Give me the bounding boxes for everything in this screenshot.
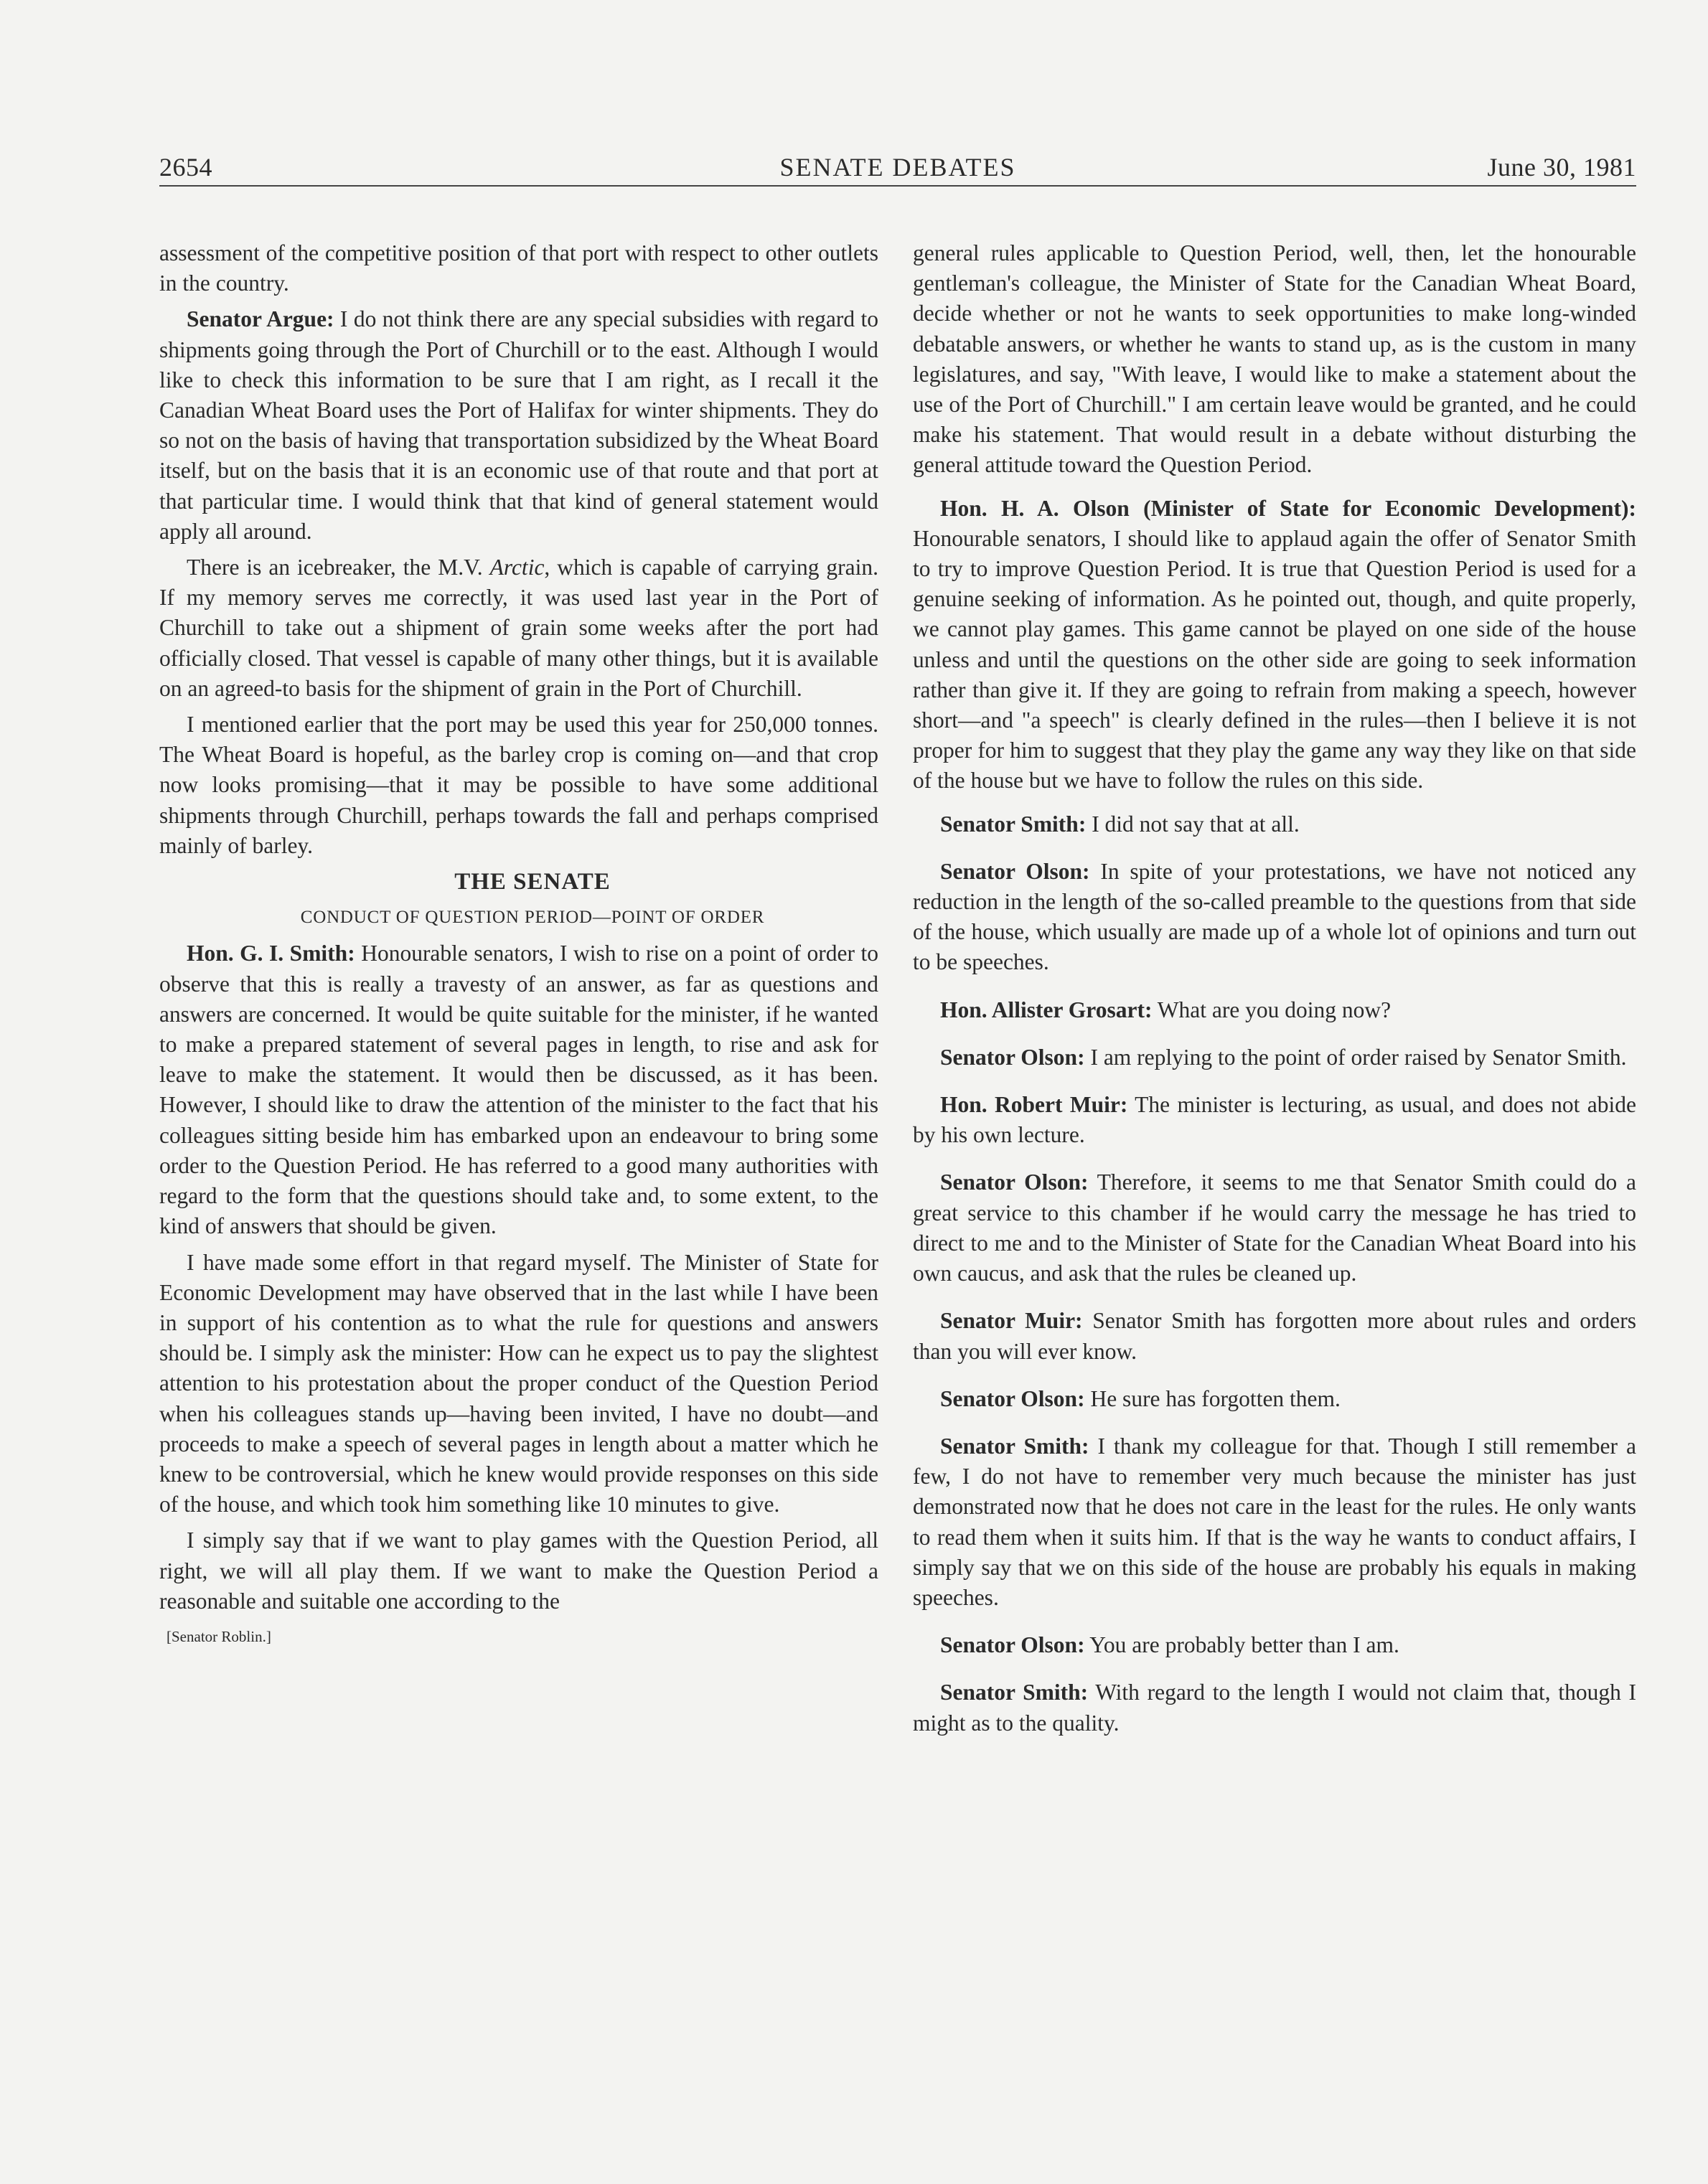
- speech-text: He sure has forgotten them.: [1084, 1385, 1341, 1411]
- speaker-name: Senator Olson:: [940, 858, 1090, 884]
- page-number: 2654: [159, 153, 212, 182]
- speech-text: I thank my colleague for that. Though I still remember a few, I do not have to remember very much because the minister has just demonstrated now that he does not care in the least for the rules. He only wants to read them when it suits him. If that is the way he wants to conduct affairs, I simply say that we on this side of the house are probably his equals in making speeches.: [913, 1433, 1637, 1610]
- speech-text: I do not think there are any special subsidies with regard to shipments going through the Port of Churchill or to the east. Although I would like to check this information to be sure that I am right, as I recall it the Canadian Wheat Board uses the Port of Halifax for winter shipments. They do so not on the basis of having that transportation subsidized by the Wheat Board itself, but on the basis that it is an economic use of that route and that port at that particular time. I would think that that kind of general statement would apply all around.: [159, 306, 878, 544]
- paragraph: I simply say that if we want to play games with the Question Period, all right, we will all play them. If we want to make the Question Period a reasonable and suitable one according to the: [159, 1528, 878, 1614]
- speech-text: You are probably better than I am.: [1084, 1632, 1399, 1658]
- speaker-name: Hon. G. I. Smith:: [187, 941, 355, 966]
- paragraph: [913, 995, 1636, 1025]
- page-header: [159, 148, 1636, 188]
- paragraph: [913, 809, 1636, 839]
- paragraph: [159, 552, 878, 704]
- speech-text: Therefore, it seems to me that Senator Smith could do a great service to this chamber if he would carry the message he has tried to direct to me and to the Minister of State for the Canadian Wheat Board into his own caucus, and ask that the rules be cleaned up.: [913, 1169, 1637, 1286]
- text-run: There is an icebreaker, the M.V.: [187, 555, 490, 580]
- speech-text: With regard to the length I would not claim that, though I might as to the quality.: [913, 1680, 1636, 1736]
- text-run: , which is capable of carrying grain. If my memory serves me correctly, it was used last year in the Port of Churchill to take out a shipment of grain some weeks after the port had officially closed. That vessel is capable of many other things, but it is available on an agreed-to basis for the shipment of grain in the Port of Churchill.: [159, 555, 878, 701]
- section-title: THE SENATE: [454, 869, 611, 895]
- paragraph: [159, 304, 878, 547]
- speech-text: Senator Smith has forgotten more about rules and orders than you will ever know.: [913, 1308, 1636, 1364]
- speaker-name: Hon. H. A. Olson (Minister of State for Economic Development):: [940, 495, 1636, 521]
- left-column: [159, 238, 878, 1652]
- paragraph: [913, 1630, 1636, 1660]
- footnote: [Senator Roblin.]: [166, 1627, 271, 1645]
- speaker-name: Senator Smith:: [940, 1433, 1089, 1459]
- paragraph: [913, 1042, 1636, 1073]
- speaker-name: Senator Olson:: [940, 1169, 1089, 1195]
- paragraph: [913, 1090, 1636, 1150]
- publication-title: SENATE DEBATES: [779, 153, 1016, 182]
- paragraph: [913, 1167, 1636, 1289]
- paragraph: [159, 938, 878, 1241]
- paragraph: assessment of the competitive position of that port with respect to other outlets in the country.: [159, 240, 878, 296]
- speech-text: The minister is lecturing, as usual, and does not abide by his own lecture.: [913, 1092, 1636, 1148]
- paragraph: [913, 1431, 1636, 1613]
- paragraph: I have made some effort in that regard myself. The Minister of State for Economic Development may have observed that in the last while I have been in support of his contention as to what the rule for questions and answers should be. I simply ask the minister: How can he expect us to pay the slightest attention to his protestation about the proper conduct of the Question Period when his colleagues stands up—having been invited, I have no doubt—and proceeds to make a speech of several pages in length about a matter which he knew to be controversial, which he knew would provide responses on this side of the house, and which took him something like 10 minutes to give.: [159, 1249, 878, 1517]
- header-rule: [159, 185, 1636, 187]
- paragraph: [913, 1677, 1636, 1738]
- right-column: [913, 238, 1636, 1756]
- paragraph: general rules applicable to Question Period, well, then, let the honourable gentleman's colleague, the Minister of State for the Canadian Wheat Board, decide whether or not he wants to seek opportunities to make long-winded debatable answers, or whether he wants to stand up, as is the custom in many legislatures, and say, "With leave, I would like to make a statement about the use of the Port of Churchill." I am certain leave would be granted, and he could make his statement. That would result in a debate without disturbing the general attitude toward the Question Period.: [913, 240, 1636, 478]
- publication-date: June 30, 1981: [1487, 153, 1636, 182]
- speech-text: In spite of your protestations, we have not noticed any reduction in the length of the so-called preamble to the questions from that side of the house, which usually are made up of a whole lot of opinions and turn out to be speeches.: [913, 858, 1636, 975]
- speaker-name: Senator Muir:: [940, 1308, 1083, 1334]
- speaker-name: Senator Smith:: [940, 1680, 1089, 1705]
- speech-text: Honourable senators, I wish to rise on a point of order to observe that this is really a travesty of an answer, as far as questions and answers are concerned. It would be quite suitable for the minister, if he wanted to make a prepared statement of several pages in length, to rise and ask for leave to make the statement. It would then be discussed, as it has been. However, I should like to draw the attention of the minister to the fact that his colleagues sitting beside him has embarked upon an endeavour to bring some order to the Question Period. He has referred to a good many authorities with regard to the form that the questions should take and, to some extent, to the kind of answers that should be given.: [159, 941, 878, 1239]
- speaker-name: Hon. Allister Grosart:: [940, 997, 1153, 1022]
- speech-text: I am replying to the point of order raised by Senator Smith.: [1084, 1044, 1627, 1070]
- speaker-name: Senator Argue:: [187, 306, 334, 332]
- paragraph: [913, 1306, 1636, 1366]
- paragraph: [913, 494, 1636, 796]
- speaker-name: Senator Olson:: [940, 1044, 1085, 1070]
- paragraph: I mentioned earlier that the port may be used this year for 250,000 tonnes. The Wheat Board is hopeful, as the barley crop is coming on—and that crop now looks promising—that it may be possible to have some additional shipments through Churchill, perhaps towards the fall and perhaps comprised mainly of barley.: [159, 712, 878, 858]
- section-subtitle: CONDUCT OF QUESTION PERIOD—POINT OF ORDER: [300, 908, 765, 928]
- speech-text: What are you doing now?: [1152, 997, 1392, 1022]
- speech-text: I did not say that at all.: [1086, 811, 1300, 837]
- paragraph: [913, 857, 1636, 978]
- speaker-name: Senator Smith:: [940, 811, 1087, 837]
- speaker-name: Hon. Robert Muir:: [940, 1092, 1128, 1118]
- speech-text: Honourable senators, I should like to applaud again the offer of Senator Smith to try to improve Question Period. It is true that Question Period is used for a genuine seeking of information. As he pointed out, though, and quite properly, we cannot play games. This game cannot be played on one side of the house unless and until the questions on the other side are going to seek information rather than give it. If they are going to refrain from making a speech, however short—and "a speech" is clearly defined in the rules—then I believe it is not proper for him to suggest that they play the game any way they like on that side of the house but we have to follow the rules on this side.: [913, 525, 1636, 794]
- speaker-name: Senator Olson:: [940, 1385, 1085, 1411]
- speaker-name: Senator Olson:: [940, 1632, 1085, 1658]
- ship-name: Arctic: [489, 555, 545, 580]
- paragraph: [913, 1384, 1636, 1414]
